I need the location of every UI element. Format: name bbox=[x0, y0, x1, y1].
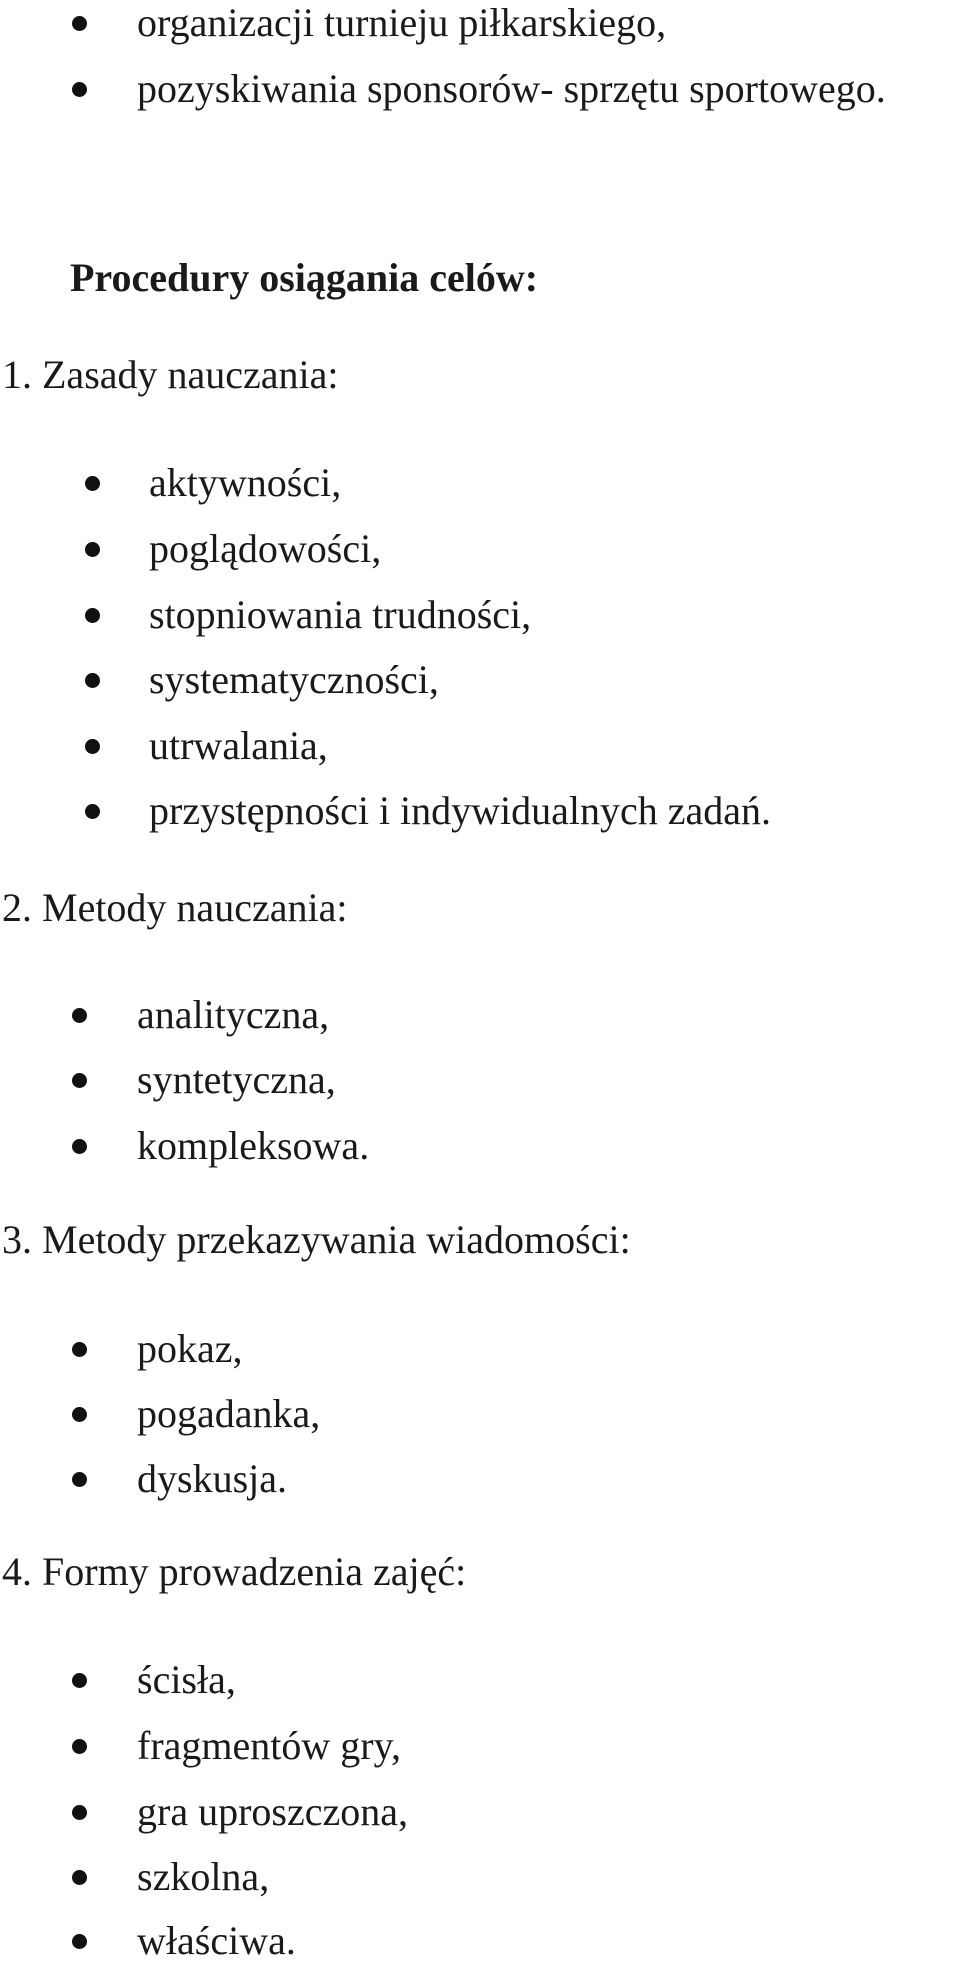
list-item: organizacji turnieju piłkarskiego, bbox=[137, 0, 667, 45]
list-item: poglądowości, bbox=[149, 526, 382, 571]
bullet-icon bbox=[72, 1673, 87, 1688]
bullet-icon bbox=[85, 608, 100, 623]
bullet-icon bbox=[72, 1870, 87, 1885]
bullet-icon bbox=[72, 1934, 87, 1949]
bullet-icon bbox=[85, 476, 100, 491]
section-title: 1. Zasady nauczania: bbox=[2, 352, 339, 397]
list-item: fragmentów gry, bbox=[137, 1723, 401, 1768]
list-item: aktywności, bbox=[149, 460, 342, 505]
bullet-icon bbox=[72, 1472, 87, 1487]
list-item: pogadanka, bbox=[137, 1391, 321, 1436]
list-item: syntetyczna, bbox=[137, 1057, 336, 1102]
list-item: utrwalania, bbox=[149, 723, 328, 768]
bullet-icon bbox=[85, 739, 100, 754]
bullet-icon bbox=[85, 804, 100, 819]
bullet-icon bbox=[72, 1008, 87, 1023]
bullet-icon bbox=[85, 673, 100, 688]
bullet-icon bbox=[72, 1407, 87, 1422]
list-item: dyskusja. bbox=[137, 1456, 287, 1501]
bullet-icon bbox=[85, 542, 100, 557]
procedures-heading: Procedury osiągania celów: bbox=[70, 255, 539, 300]
list-item: gra uproszczona, bbox=[137, 1789, 408, 1834]
bullet-icon bbox=[72, 1739, 87, 1754]
list-item: kompleksowa. bbox=[137, 1123, 370, 1168]
bullet-icon bbox=[72, 1342, 87, 1357]
list-item: przystępności i indywidualnych zadań. bbox=[149, 788, 772, 833]
list-item: systematyczności, bbox=[149, 657, 439, 702]
list-item: stopniowania trudności, bbox=[149, 592, 532, 637]
list-item: analityczna, bbox=[137, 992, 330, 1037]
list-item: pokaz, bbox=[137, 1326, 243, 1371]
list-item: szkolna, bbox=[137, 1854, 270, 1899]
list-item: ścisła, bbox=[137, 1657, 236, 1702]
bullet-icon bbox=[72, 1073, 87, 1088]
section-title: 2. Metody nauczania: bbox=[2, 885, 348, 930]
bullet-icon bbox=[72, 1805, 87, 1820]
bullet-icon bbox=[72, 16, 87, 31]
section-title: 4. Formy prowadzenia zajęć: bbox=[2, 1549, 467, 1594]
bullet-icon bbox=[72, 82, 87, 97]
list-item: właściwa. bbox=[137, 1918, 296, 1963]
list-item: pozyskiwania sponsorów- sprzętu sportowego. bbox=[137, 66, 886, 111]
section-title: 3. Metody przekazywania wiadomości: bbox=[2, 1217, 631, 1262]
bullet-icon bbox=[72, 1139, 87, 1154]
